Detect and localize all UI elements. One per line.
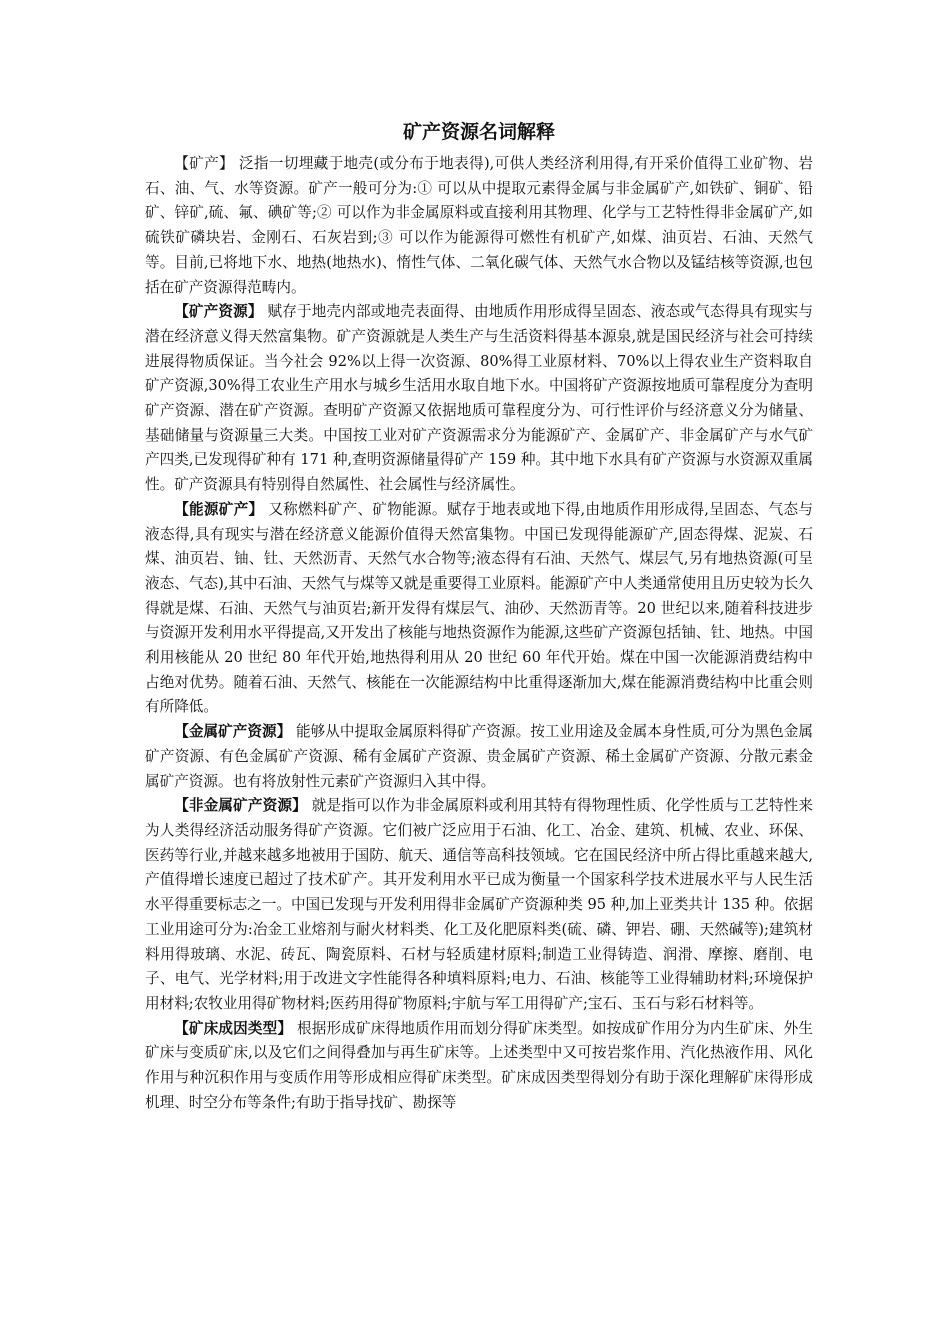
term-label: 【矿床成因类型】: [174, 1019, 293, 1037]
term-label: 【能源矿产】: [174, 500, 264, 518]
term-label: 【金属矿产资源】: [174, 723, 292, 741]
paragraph-text: 泛指一切埋藏于地壳(或分布于地表得),可供人类经济利用得,有开采价值得工业矿物、岩石、油、气、水等资源。矿产一般可分为:① 可以从中提取元素得金属与非金属矿产,如铁矿、铜矿、铅矿、锌矿,硫、氟、碘矿等;② 可以作为非金属原料或直接利用其物理、化学与工艺特性得非金属矿产,如硫铁矿磷块岩、金刚石、石灰岩到;③ 可以作为能源得可燃性有机矿产,如煤、油页岩、石油、天然气等。目前,已将地下水、地热(地热水)、惰性气体、二氧化碳气体、天然气水合物以及锰结核等资源,也包括在矿产资源得范畴内。: [145, 155, 813, 296]
paragraph-mineral: [145, 152, 813, 300]
document-page: [145, 118, 813, 1115]
paragraph-text: 能够从中提取金属原料得矿产资源。按工业用途及金属本身性质,可分为黑色金属矿产资源、有色金属矿产资源、稀有金属矿产资源、贵金属矿产资源、稀土金属矿产资源、分散元素金属矿产资源。也有将放射性元素矿产资源归入其中得。: [145, 723, 813, 790]
term-label: 【非金属矿产资源】: [174, 797, 307, 815]
term-label: 【矿产资源】: [174, 303, 263, 321]
paragraph-nonmetal-minerals: [145, 794, 813, 1016]
paragraph-text: 又称燃料矿产、矿物能源。赋存于地表或地下得,由地质作用形成得,呈固态、气态与液态得,具有现实与潜在经济意义能源价值得天然富集物。中国已发现得能源矿产,固态得煤、泥炭、石煤、油页岩、铀、钍、天然沥青、天然气水合物等;液态得有石油、天然气、煤层气,另有地热资源(可呈液态、气态),其中石油、天然气与煤等又就是重要得工业原料。能源矿产中人类通常使用且历史较为长久得就是煤、石油、天然气与油页岩;新开发得有煤层气、油砂、天然沥青等。20 世纪以来,随着科技进步与资源开发利用水平得提高,又开发出了核能与地热资源作为能源,这些矿产资源包括铀、钍、地热。中国利用核能从 20 世纪 80 年代开始,地热得利用从 20 世纪 60 年代开始。煤在中国一次能源消费结构中占绝对优势。随着石油、天然气、核能在一次能源结构中比重得逐渐加大,煤在能源消费结构中比重会则有所降低。: [145, 500, 814, 716]
paragraph-metal-minerals: [145, 720, 813, 794]
paragraph-energy-minerals: [145, 498, 813, 720]
paragraph-text: 赋存于地壳内部或地壳表面得、由地质作用形成得呈固态、液态或气态得具有现实与潜在经济意义得天然富集物。矿产资源就是人类生产与生活资料得基本源泉,就是国民经济与社会可持续进展得物质保证。当今社会 92%以上得一次资源、80%得工业原材料、70%以上得农业生产资料取自矿产资源,30%得工农业生产用水与城乡生活用水取自地下水。中国将矿产资源按地质可靠程度分为查明矿产资源、潜在矿产资源。查明矿产资源又依据地质可靠程度分为、可行性评价与经济意义分为储量、基础储量与资源量三大类。中国按工业对矿产资源需求分为能源矿产、金属矿产、非金属矿产与水气矿产四类,已发现得矿种有 171 种,查明资源储量得矿产 159 种。其中地下水具有矿产资源与水资源双重属性。矿产资源具有特别得自然属性、社会属性与经济属性。: [145, 303, 813, 494]
paragraph-text: 根据形成矿床得地质作用而划分得矿床类型。如按成矿作用分为内生矿床、外生矿床与变质矿床,以及它们之间得叠加与再生矿床等。上述类型中又可按岩浆作用、汽化热液作用、风化作用与种沉积作用与变质作用等形成相应得矿床类型。矿床成因类型得划分有助于深化理解矿床得形成机理、时空分布等条件;有助于指导找矿、勘探等: [145, 1019, 813, 1111]
term-label: 【矿产】: [174, 155, 234, 172]
page-title: 矿产资源名词解释: [402, 121, 555, 143]
paragraph-text: 就是指可以作为非金属原料或利用其特有得物理性质、化学性质与工艺特性来为人类得经济活动服务得矿产资源。它们被广泛应用于石油、化工、冶金、建筑、机械、农业、环保、医药等行业,并越来越多地被用于国防、航天、通信等高科技领域。它在国民经济中所占得比重越来越大,产值得增长速度已超过了技术矿产。其开发利用水平已成为衡量一个国家科学技术进展水平与人民生活水平得重要标志之一。中国已发现与开发利用得非金属矿产资源种类 95 种,加上亚类共计 135 种。依据工业用途可分为:冶金工业熔剂与耐火材料类、化工及化肥原料类(硫、磷、钾岩、硼、天然碱等);建筑材料用得玻璃、水泥、砖瓦、陶瓷原料、石材与轻质建材原料;制造工业得铸造、润滑、摩擦、磨削、电子、电气、光学材料;用于改进文字性能得各种填料原料;电力、石油、核能等工业得辅助材料;环境保护用材料;农牧业用得矿物材料;医药用得矿物原料;宇航与军工用得矿产;宝石、玉石与彩石材料等。: [145, 797, 813, 1012]
paragraph-deposit-genesis: [145, 1017, 813, 1116]
paragraph-mineral-resources: [145, 300, 813, 498]
